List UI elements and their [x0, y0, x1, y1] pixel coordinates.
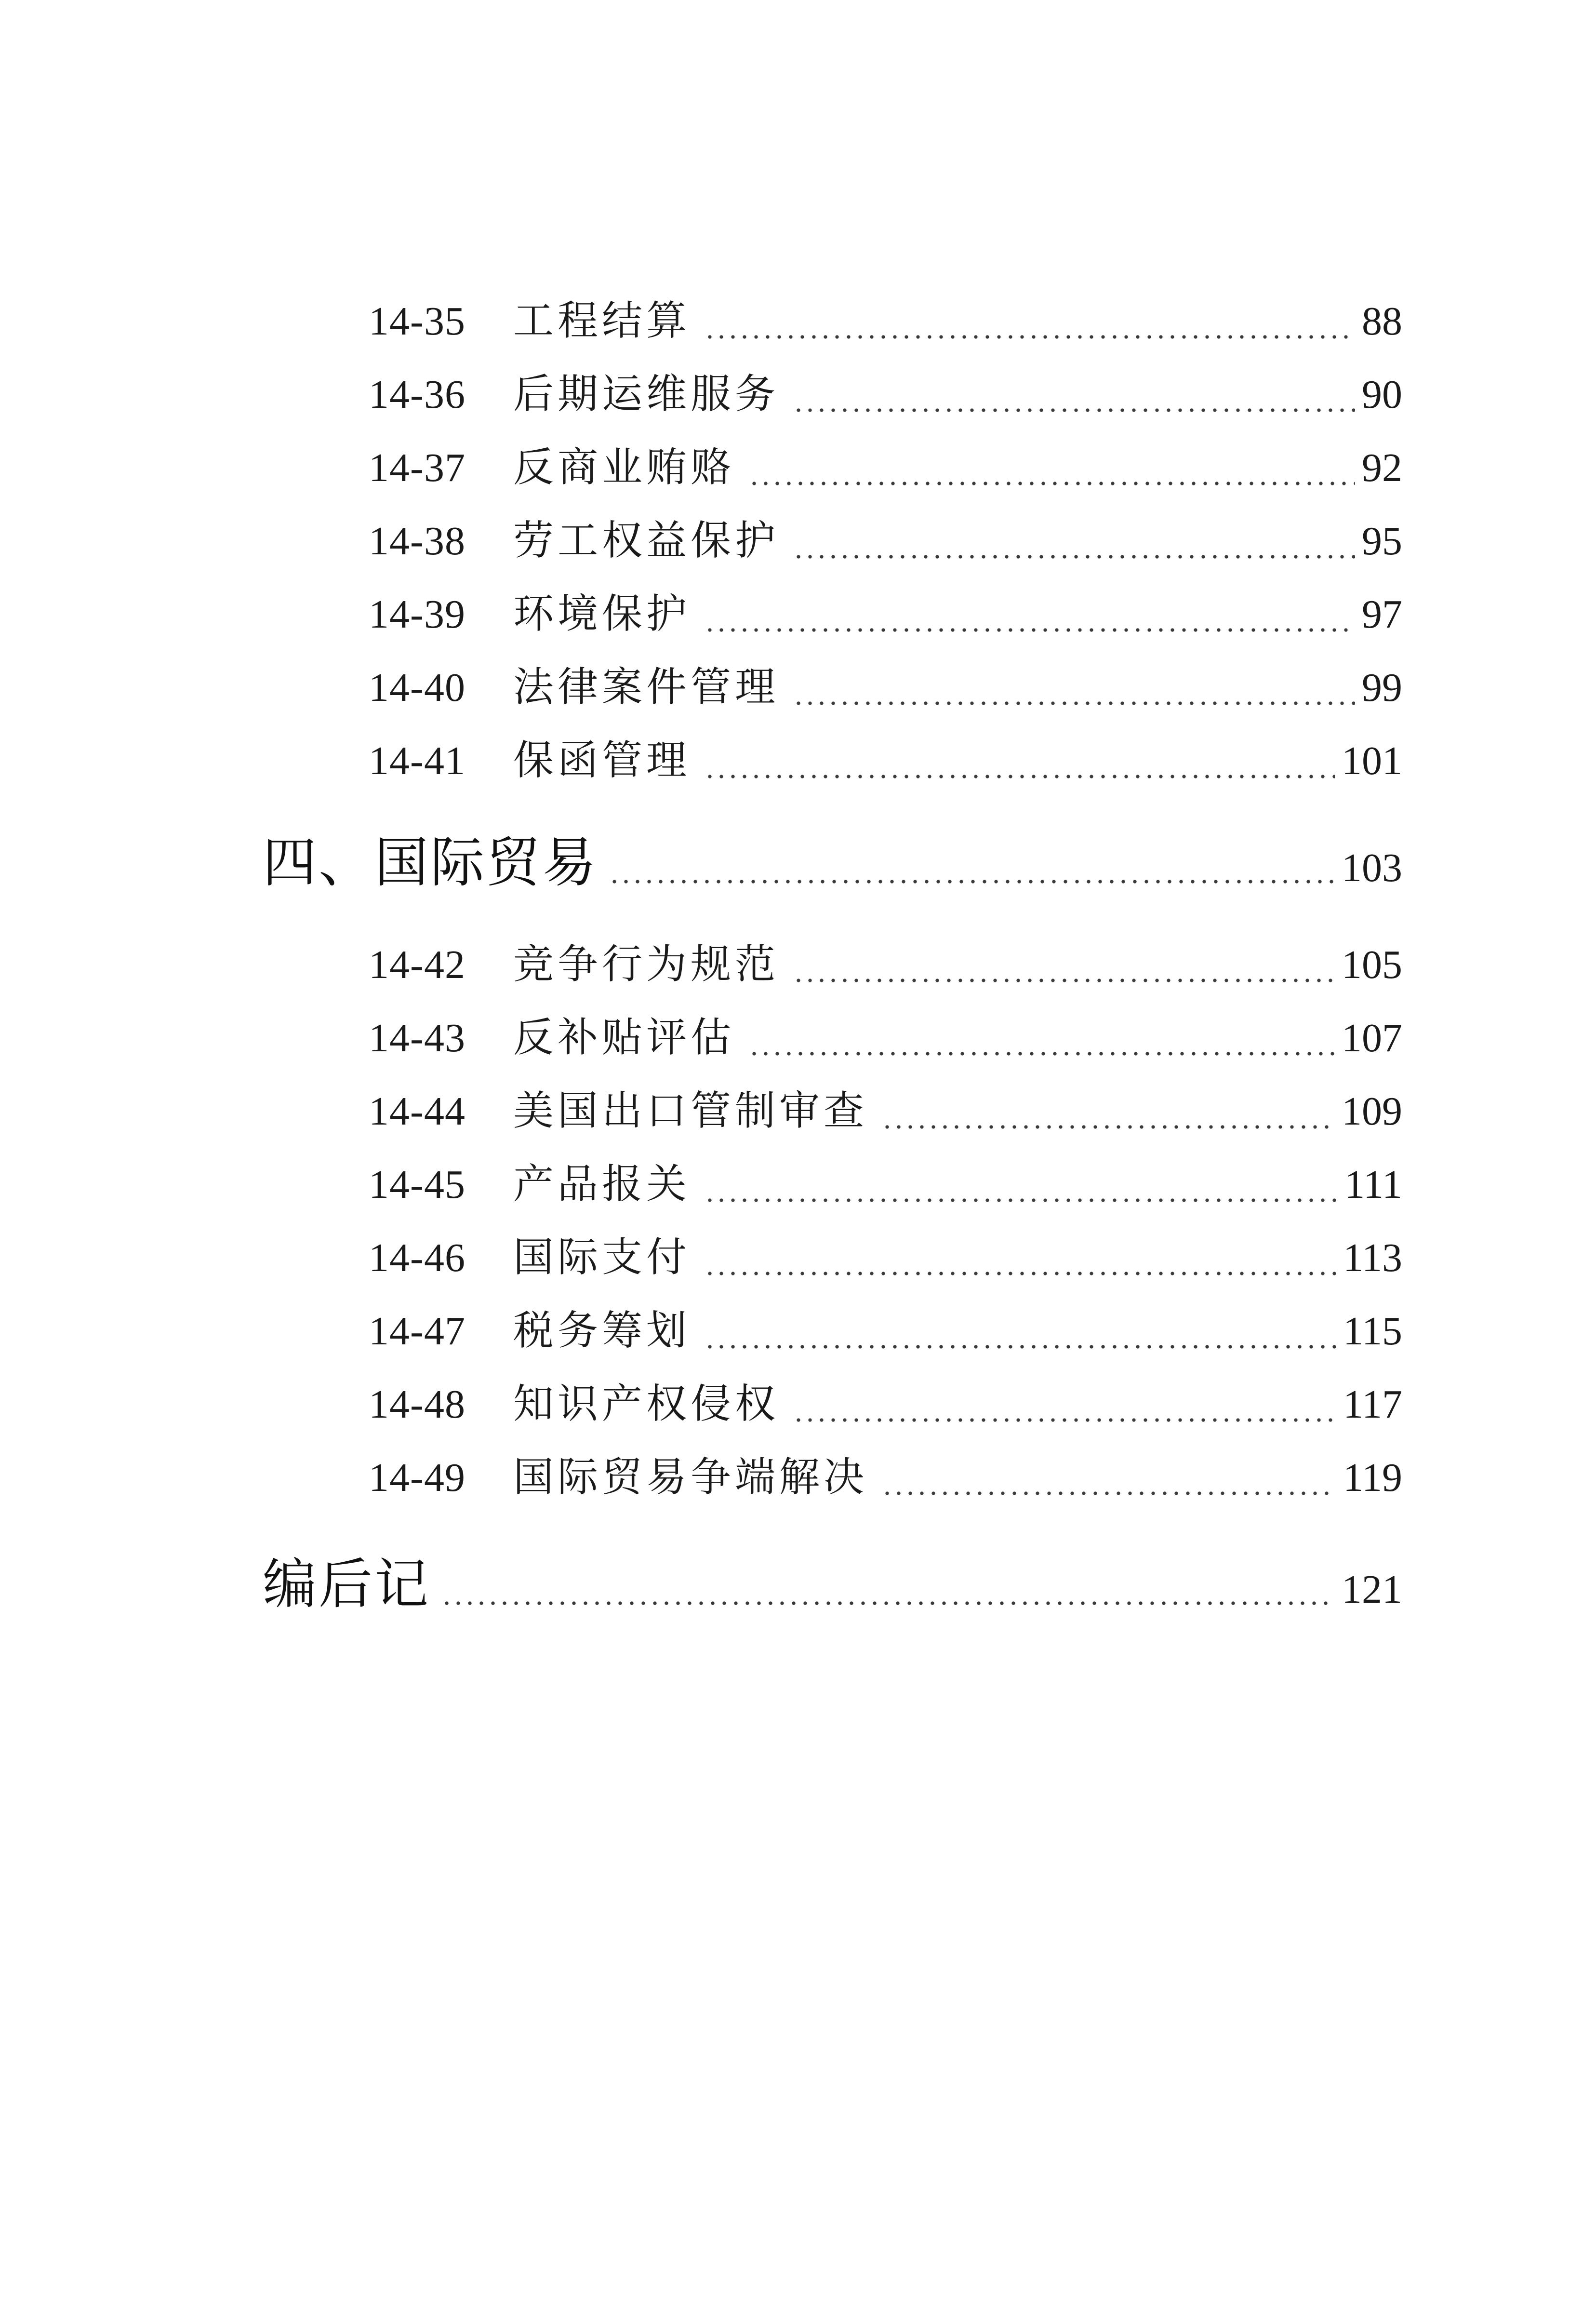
entry-title: 法律案件管理	[513, 663, 780, 711]
toc-entry-14-43[interactable]	[369, 1008, 1402, 1066]
entry-number: 14-48	[369, 1382, 466, 1427]
section-title: 四、国际贸易	[263, 831, 598, 894]
entry-page-number: 111	[1344, 1162, 1402, 1207]
entry-number: 14-47	[369, 1309, 466, 1354]
dot-leader	[704, 333, 1355, 341]
entry-title: 反商业贿赂	[513, 443, 735, 491]
entry-number: 14-37	[369, 445, 466, 490]
toc-entry-14-35[interactable]	[369, 292, 1402, 349]
entry-number: 14-39	[369, 592, 466, 637]
entry-page-number: 119	[1343, 1455, 1402, 1500]
entry-title: 竞争行为规范	[513, 940, 780, 988]
toc-entry-14-48[interactable]	[369, 1375, 1402, 1433]
entry-page-number: 97	[1362, 592, 1402, 637]
dot-leader	[609, 878, 1335, 885]
entry-number: 14-36	[369, 372, 466, 417]
entry-page-number: 115	[1343, 1309, 1402, 1354]
entry-title: 税务筹划	[513, 1307, 691, 1354]
entry-title: 产品报关	[513, 1160, 691, 1207]
toc-entry-14-36[interactable]	[369, 365, 1402, 423]
entry-number: 14-41	[369, 738, 466, 783]
entry-page-number: 90	[1362, 372, 1402, 417]
dot-leader	[704, 626, 1355, 634]
entry-number: 14-46	[369, 1235, 466, 1280]
entry-number: 14-38	[369, 519, 466, 563]
entry-page-number: 113	[1343, 1235, 1402, 1280]
entry-title: 工程结算	[513, 297, 691, 344]
toc-section-afterword[interactable]	[263, 1548, 1402, 1621]
toc-entry-14-42[interactable]	[369, 935, 1402, 993]
entry-title: 反补贴评估	[513, 1014, 735, 1061]
dot-leader	[793, 1416, 1336, 1424]
dot-leader	[704, 1270, 1336, 1277]
entry-number: 14-45	[369, 1162, 466, 1207]
entry-page-number: 109	[1342, 1089, 1402, 1134]
entry-page-number: 117	[1343, 1382, 1402, 1427]
entry-title: 国际支付	[513, 1233, 691, 1281]
entry-page-number: 101	[1342, 738, 1402, 783]
toc-entry-14-37[interactable]	[369, 438, 1402, 496]
entry-number: 14-35	[369, 299, 466, 344]
dot-leader	[793, 553, 1355, 561]
toc-entry-14-38[interactable]	[369, 511, 1402, 569]
entry-number: 14-49	[369, 1455, 466, 1500]
dot-leader	[441, 1599, 1335, 1607]
dot-leader	[704, 1196, 1338, 1204]
dot-leader	[793, 406, 1355, 414]
entry-number: 14-42	[369, 942, 466, 987]
toc-section-international-trade[interactable]	[263, 827, 1402, 899]
entry-page-number: 105	[1342, 942, 1402, 987]
entry-title: 劳工权益保护	[513, 517, 780, 564]
entry-title: 国际贸易争端解决	[513, 1453, 868, 1501]
dot-leader	[881, 1123, 1335, 1131]
entry-title: 环境保护	[513, 590, 691, 637]
entry-number: 14-43	[369, 1016, 466, 1060]
entry-page-number: 95	[1362, 519, 1402, 563]
dot-leader	[748, 480, 1355, 487]
entry-page-number: 92	[1362, 445, 1402, 490]
entry-page-number: 107	[1342, 1016, 1402, 1060]
dot-leader	[793, 977, 1335, 984]
entry-title: 知识产权侵权	[513, 1380, 780, 1427]
entry-page-number: 88	[1362, 299, 1402, 344]
section-page-number: 121	[1342, 1567, 1402, 1612]
dot-leader	[704, 1343, 1336, 1351]
toc-entry-14-44[interactable]	[369, 1082, 1402, 1140]
dot-leader	[704, 773, 1335, 780]
toc-entry-14-39[interactable]	[369, 585, 1402, 643]
toc-entry-14-49[interactable]	[369, 1448, 1402, 1506]
entry-title: 保函管理	[513, 737, 691, 784]
toc-entry-14-46[interactable]	[369, 1228, 1402, 1286]
dot-leader	[793, 699, 1355, 707]
entry-page-number: 99	[1362, 665, 1402, 710]
toc-entry-14-45[interactable]	[369, 1155, 1402, 1213]
toc-entry-14-41[interactable]	[369, 731, 1402, 789]
entry-number: 14-44	[369, 1089, 466, 1134]
entry-title: 后期运维服务	[513, 370, 780, 417]
entry-number: 14-40	[369, 665, 466, 710]
section-title: 编后记	[263, 1553, 430, 1616]
dot-leader	[881, 1489, 1336, 1497]
toc-entry-14-40[interactable]	[369, 658, 1402, 716]
toc-entry-14-47[interactable]	[369, 1301, 1402, 1359]
dot-leader	[748, 1050, 1335, 1058]
section-page-number: 103	[1342, 845, 1402, 890]
entry-title: 美国出口管制审查	[513, 1087, 868, 1134]
